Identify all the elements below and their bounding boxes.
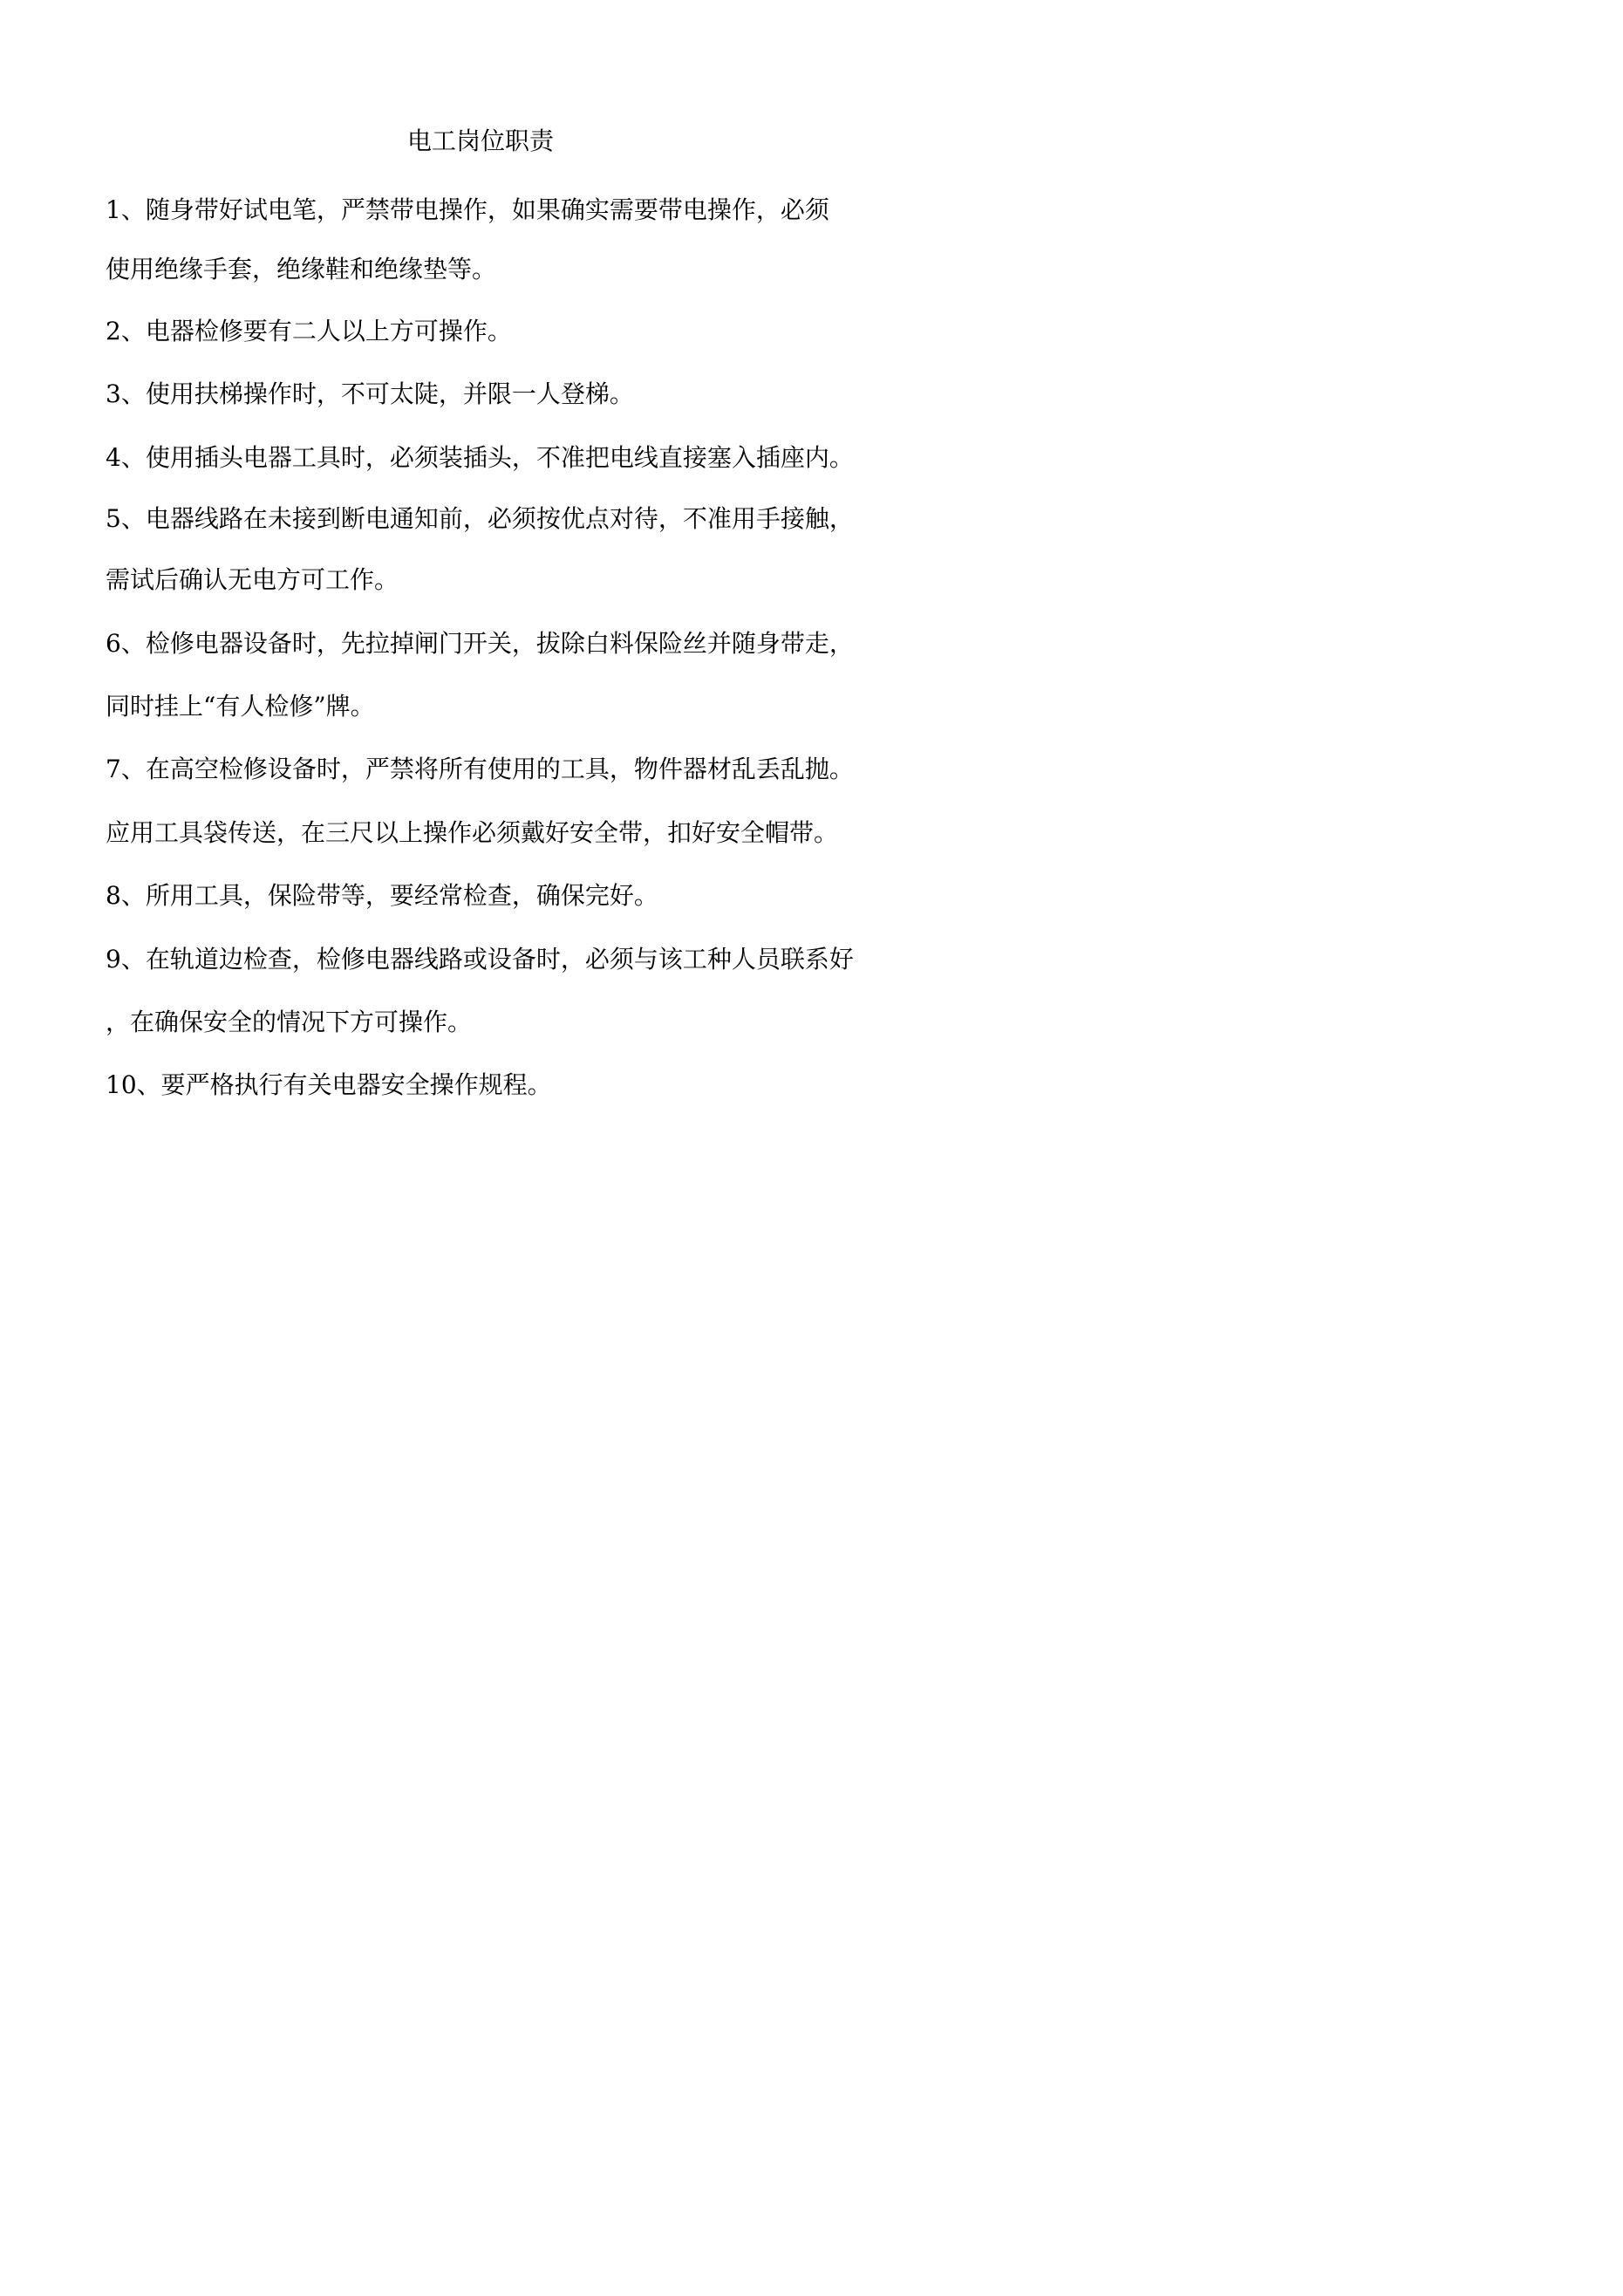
text-line: 应用工具袋传送，在三尺以上操作必须戴好安全带，扣好安全帽带。 <box>106 818 839 847</box>
text-line: 同时挂上“有人检修”牌。 <box>106 692 375 721</box>
text-line: ，在确保安全的情况下方可操作。 <box>106 1008 473 1036</box>
text-line: 10、要严格执行有关电器安全操作规程。 <box>106 1070 552 1099</box>
text-line: 6、检修电器设备时，先拉掉闸门开关，拔除白料保险丝并随身带走， <box>106 629 854 658</box>
document-title: 电工岗位职责 <box>406 126 554 155</box>
text-line: 7、在高空检修设备时，严禁将所有使用的工具，物件器材乱丢乱抛。 <box>106 755 854 783</box>
text-line: 3、使用扶梯操作时，不可太陡，并限一人登梯。 <box>106 379 634 408</box>
text-line: 1、随身带好试电笔，严禁带电操作，如果确实需要带电操作，必须 <box>106 195 829 224</box>
document-page <box>0 0 961 1360</box>
text-line: 使用绝缘手套，绝缘鞋和绝缘垫等。 <box>106 255 497 284</box>
text-line: 2、电器检修要有二人以上方可操作。 <box>106 317 512 345</box>
text-line: 4、使用插头电器工具时，必须装插头，不准把电线直接塞入插座内。 <box>106 443 854 472</box>
text-line: 8、所用工具，保险带等，要经常检查，确保完好。 <box>106 881 658 910</box>
text-line: 9、在轨道边检查，检修电器线路或设备时，必须与该工种人员联系好 <box>106 945 854 974</box>
text-line: 需试后确认无电方可工作。 <box>106 565 399 594</box>
text-line: 5、电器线路在未接到断电通知前，必须按优点对待，不准用手接触， <box>106 504 854 533</box>
